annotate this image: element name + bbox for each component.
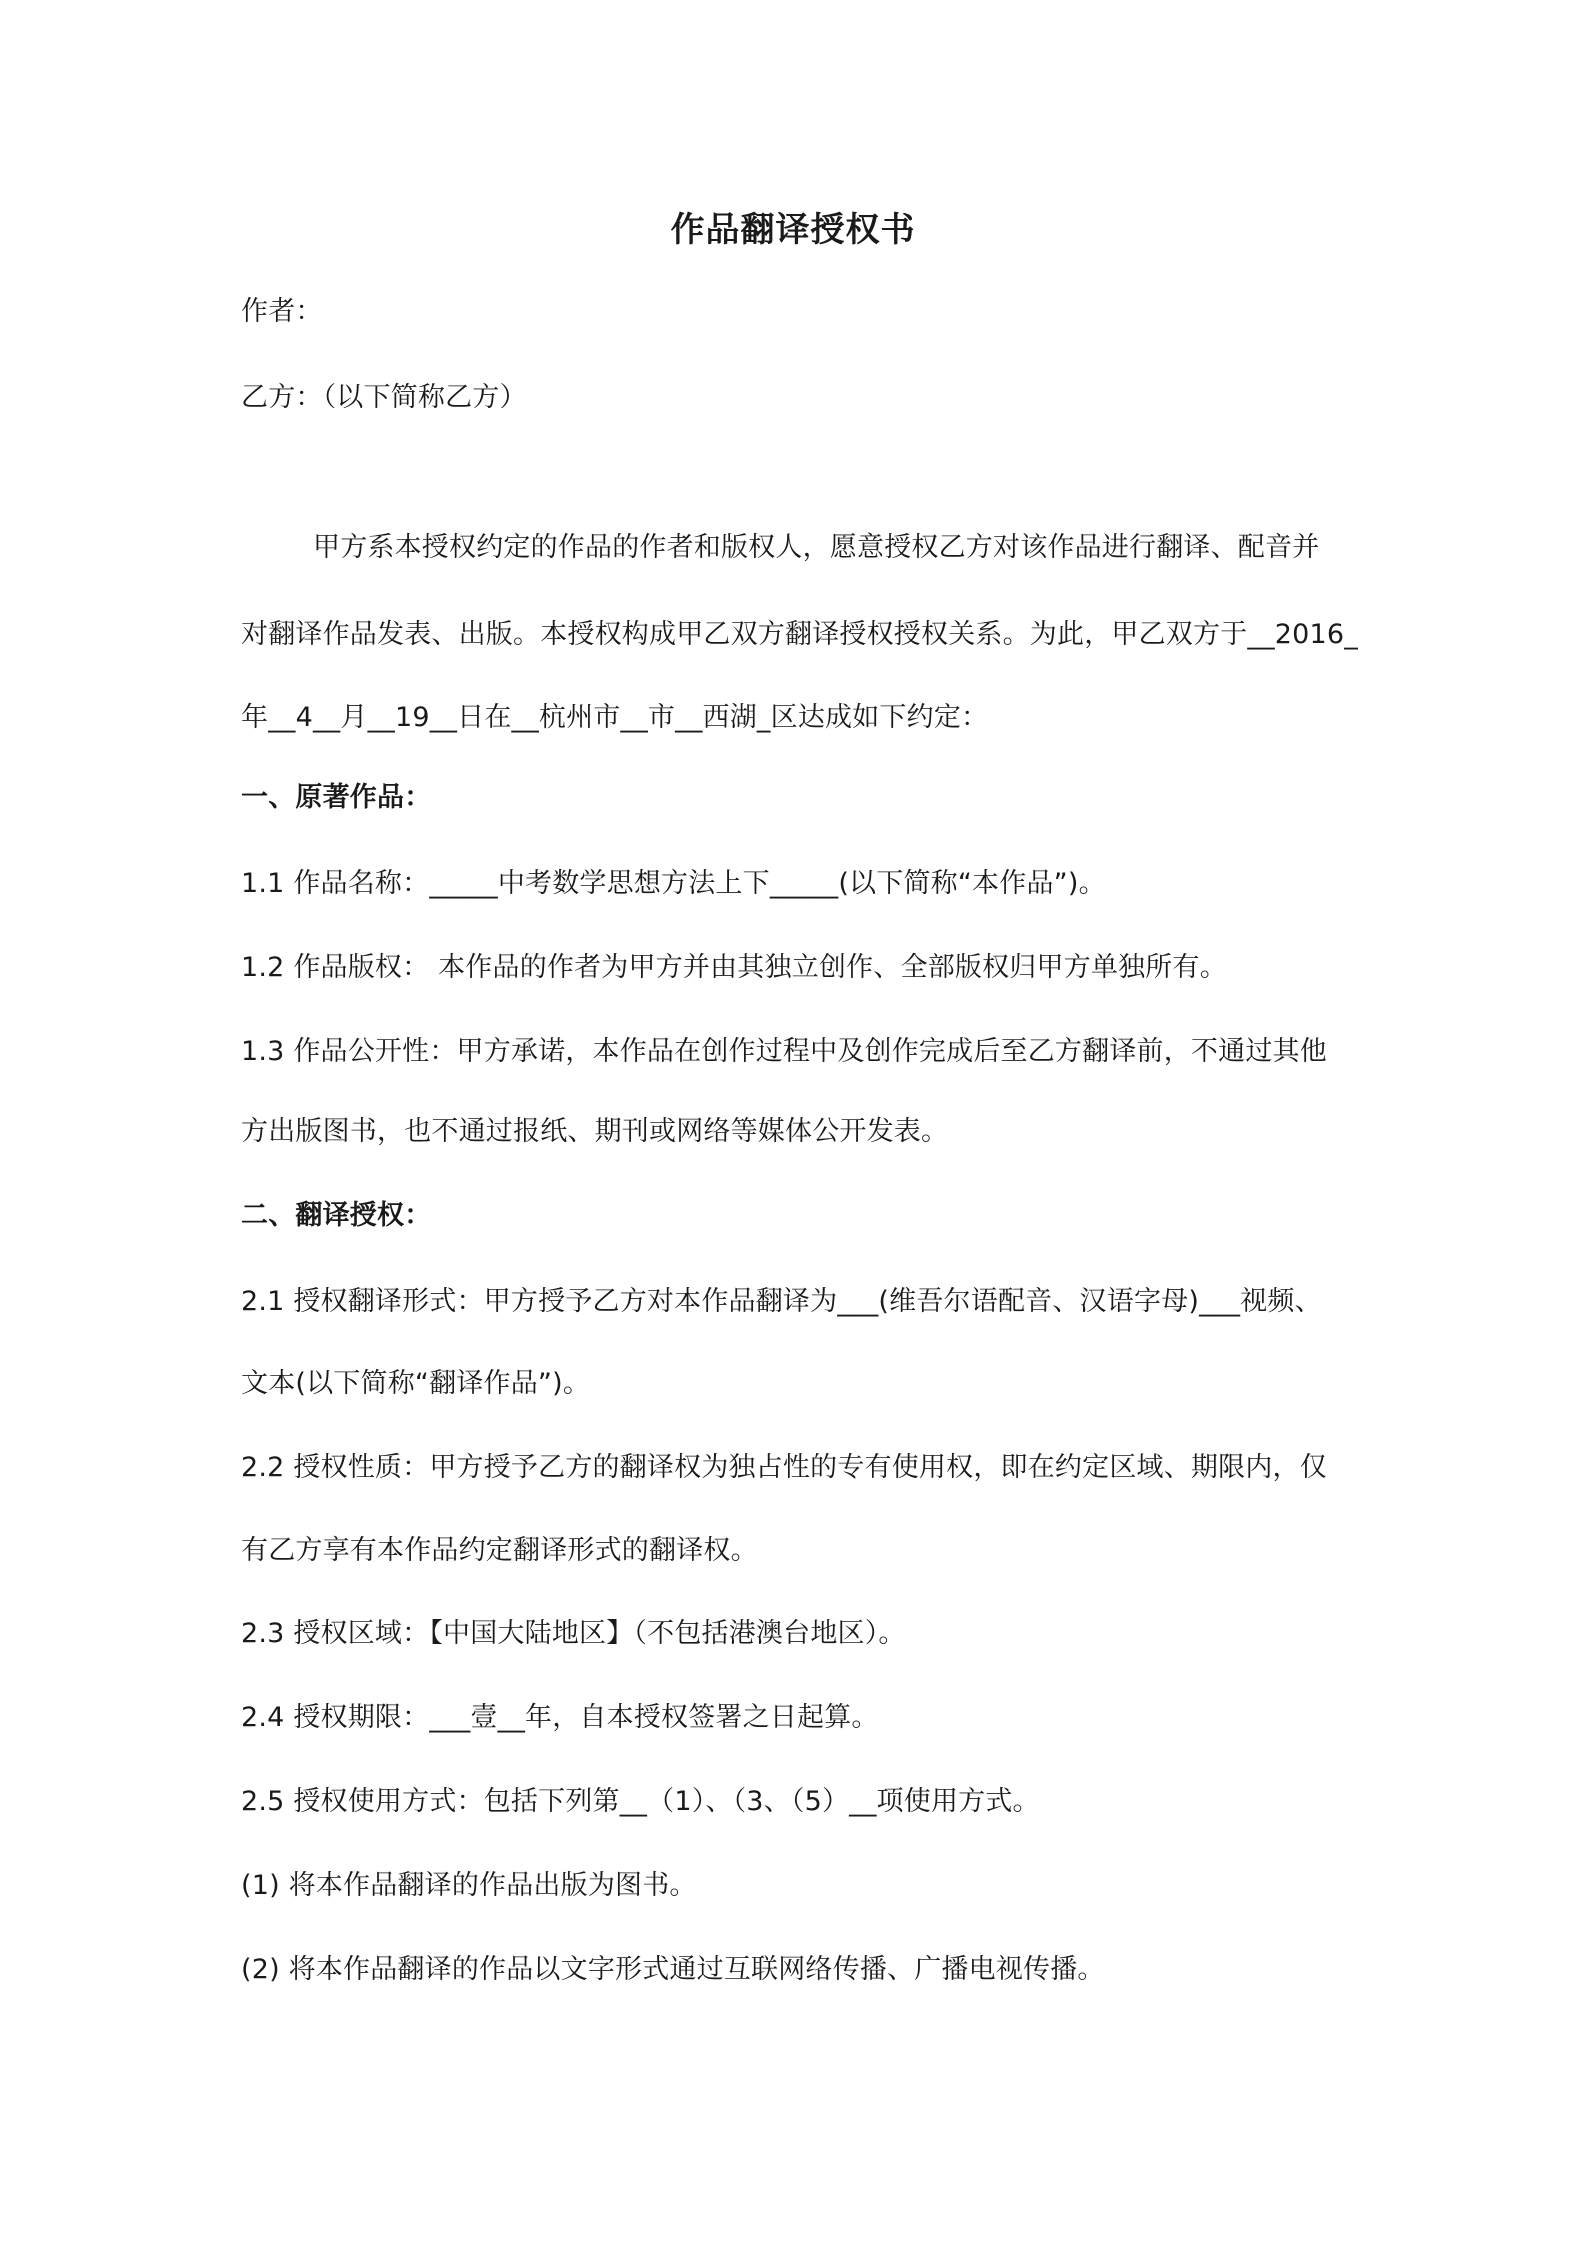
clause-line: 2.4 授权期限：___壹__年，自本授权签署之日起算。 [241, 1702, 879, 1733]
section-heading: 一、原著作品： [241, 782, 432, 813]
party-b-line: 乙方：（以下简称乙方） [241, 382, 527, 413]
clause-line: 2.5 授权使用方式：包括下列第__（1）、（3、（5）__项使用方式。 [241, 1786, 1040, 1817]
clause-line: 方出版图书，也不通过报纸、期刊或网络等媒体公开发表。 [241, 1116, 949, 1147]
clause-line: 有乙方享有本作品约定翻译形式的翻译权。 [241, 1535, 758, 1566]
clause-line: (2) 将本作品翻译的作品以文字形式通过互联网络传播、广播电视传播。 [241, 1954, 1105, 1985]
clause-line: 2.1 授权翻译形式：甲方授予乙方对本作品翻译为___(维吾尔语配音、汉语字母)___视频、 [241, 1286, 1322, 1317]
clause-line: (1) 将本作品翻译的作品出版为图书。 [241, 1870, 697, 1901]
clause-line: 2.2 授权性质：甲方授予乙方的翻译权为独占性的专有使用权，即在约定区域、期限内，仅 [241, 1452, 1327, 1483]
author-line: 作者： [241, 296, 323, 327]
clause-line: 2.3 授权区域：【中国大陆地区】（不包括港澳台地区）。 [241, 1618, 906, 1649]
clause-line: 1.1 作品名称：_____中考数学思想方法上下_____(以下简称“本作品”)。 [241, 868, 1106, 899]
intro-paragraph-line: 对翻译作品发表、出版。本授权构成甲乙双方翻译授权授权关系。为此，甲乙双方于__2016_ [241, 619, 1359, 650]
clause-line: 文本(以下简称“翻译作品”)。 [241, 1368, 591, 1399]
document-title: 作品翻译授权书 [670, 210, 916, 250]
section-heading: 二、翻译授权： [241, 1200, 432, 1231]
intro-paragraph-line: 甲方系本授权约定的作品的作者和版权人，愿意授权乙方对该作品进行翻译、配音并 [313, 532, 1320, 563]
clause-line: 1.3 作品公开性：甲方承诺，本作品在创作过程中及创作完成后至乙方翻译前，不通过其他 [241, 1036, 1327, 1067]
intro-paragraph-line: 年__4__月__19__日在__杭州市__市__西湖_区达成如下约定： [241, 702, 989, 733]
clause-line: 1.2 作品版权： 本作品的作者为甲方并由其独立创作、全部版权归甲方单独所有。 [241, 952, 1227, 983]
